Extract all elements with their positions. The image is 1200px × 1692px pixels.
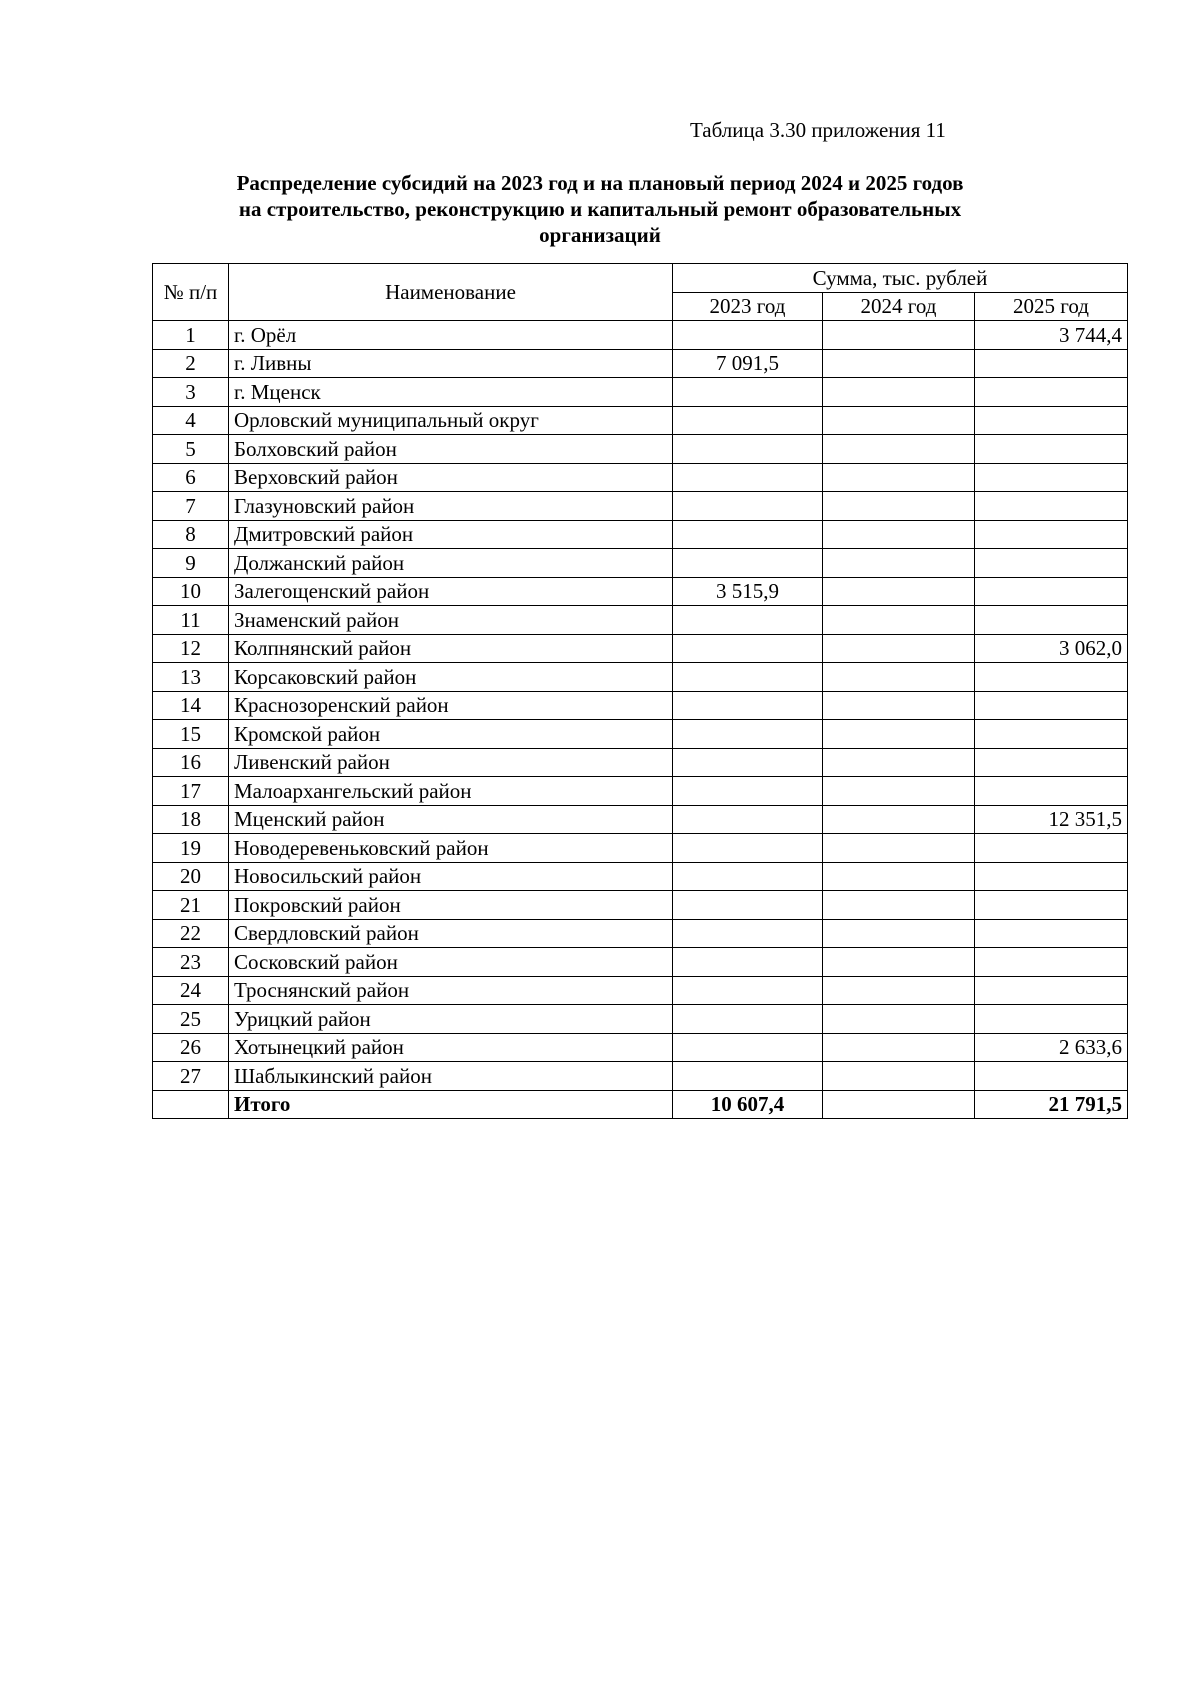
row-value-2024 xyxy=(823,1062,975,1091)
row-value-2023 xyxy=(673,891,823,920)
total-2023: 10 607,4 xyxy=(673,1090,823,1119)
table-row xyxy=(153,834,1128,863)
row-value-2025 xyxy=(975,891,1128,920)
table-row xyxy=(153,976,1128,1005)
row-value-2024 xyxy=(823,406,975,435)
table-row xyxy=(153,492,1128,521)
row-name: Свердловский район xyxy=(229,919,673,948)
table-row xyxy=(153,691,1128,720)
row-value-2025 xyxy=(975,834,1128,863)
row-value-2024 xyxy=(823,948,975,977)
row-value-2024 xyxy=(823,663,975,692)
row-number: 20 xyxy=(153,862,229,891)
row-number: 9 xyxy=(153,549,229,578)
row-value-2023 xyxy=(673,948,823,977)
row-name: Троснянский район xyxy=(229,976,673,1005)
row-value-2025 xyxy=(975,862,1128,891)
table-row xyxy=(153,406,1128,435)
table-row xyxy=(153,1033,1128,1062)
row-number: 10 xyxy=(153,577,229,606)
row-value-2025 xyxy=(975,976,1128,1005)
row-value-2023 xyxy=(673,663,823,692)
table-row xyxy=(153,1005,1128,1034)
row-name: г. Мценск xyxy=(229,378,673,407)
header-year-2024: 2024 год xyxy=(823,292,975,321)
row-name: Урицкий район xyxy=(229,1005,673,1034)
row-value-2025 xyxy=(975,691,1128,720)
row-number: 3 xyxy=(153,378,229,407)
row-name: Глазуновский район xyxy=(229,492,673,521)
row-value-2024 xyxy=(823,634,975,663)
row-number: 22 xyxy=(153,919,229,948)
row-number: 18 xyxy=(153,805,229,834)
row-value-2025 xyxy=(975,349,1128,378)
table-row xyxy=(153,435,1128,464)
row-name: Краснозоренский район xyxy=(229,691,673,720)
row-number: 11 xyxy=(153,606,229,635)
row-number: 2 xyxy=(153,349,229,378)
table-header-row xyxy=(153,264,1128,293)
row-value-2023 xyxy=(673,976,823,1005)
table-row xyxy=(153,349,1128,378)
table-body xyxy=(153,321,1128,1091)
table-row xyxy=(153,948,1128,977)
row-value-2025 xyxy=(975,663,1128,692)
row-value-2025 xyxy=(975,1005,1128,1034)
row-value-2024 xyxy=(823,349,975,378)
row-name: Залегощенский район xyxy=(229,577,673,606)
row-number: 19 xyxy=(153,834,229,863)
row-value-2025: 12 351,5 xyxy=(975,805,1128,834)
table-row xyxy=(153,777,1128,806)
row-number: 14 xyxy=(153,691,229,720)
row-value-2024 xyxy=(823,1033,975,1062)
row-value-2024 xyxy=(823,976,975,1005)
subsidy-table xyxy=(152,263,1128,1119)
row-value-2025: 3 062,0 xyxy=(975,634,1128,663)
header-sum: Сумма, тыс. рублей xyxy=(673,264,1128,293)
row-value-2024 xyxy=(823,378,975,407)
table-row xyxy=(153,463,1128,492)
row-number: 7 xyxy=(153,492,229,521)
row-number: 13 xyxy=(153,663,229,692)
row-value-2024 xyxy=(823,891,975,920)
table-row xyxy=(153,634,1128,663)
title-line: на строительство, реконструкцию и капитальный ремонт образовательных xyxy=(238,197,962,221)
row-value-2023 xyxy=(673,691,823,720)
row-name: Новосильский район xyxy=(229,862,673,891)
row-name: Верховский район xyxy=(229,463,673,492)
row-name: Малоархангельский район xyxy=(229,777,673,806)
table-row xyxy=(153,805,1128,834)
header-name: Наименование xyxy=(229,264,673,321)
title-line: Распределение субсидий на 2023 год и на плановый период 2024 и 2025 годов xyxy=(236,171,964,195)
row-number: 6 xyxy=(153,463,229,492)
table-row xyxy=(153,862,1128,891)
row-value-2024 xyxy=(823,748,975,777)
row-value-2025 xyxy=(975,378,1128,407)
row-value-2023: 7 091,5 xyxy=(673,349,823,378)
row-name: г. Ливны xyxy=(229,349,673,378)
row-value-2025 xyxy=(975,720,1128,749)
row-value-2024 xyxy=(823,463,975,492)
table-row xyxy=(153,549,1128,578)
row-value-2023: 3 515,9 xyxy=(673,577,823,606)
total-2025: 21 791,5 xyxy=(975,1090,1128,1119)
row-value-2023 xyxy=(673,520,823,549)
row-value-2023 xyxy=(673,492,823,521)
row-number: 12 xyxy=(153,634,229,663)
row-value-2024 xyxy=(823,577,975,606)
row-name: Дмитровский район xyxy=(229,520,673,549)
table-row xyxy=(153,520,1128,549)
row-number: 4 xyxy=(153,406,229,435)
row-value-2025 xyxy=(975,492,1128,521)
row-value-2025 xyxy=(975,748,1128,777)
row-value-2023 xyxy=(673,748,823,777)
row-number: 27 xyxy=(153,1062,229,1091)
row-value-2023 xyxy=(673,919,823,948)
row-number: 23 xyxy=(153,948,229,977)
row-name: Новодеревеньковский район xyxy=(229,834,673,863)
row-value-2025: 3 744,4 xyxy=(975,321,1128,350)
table-row xyxy=(153,606,1128,635)
row-value-2025 xyxy=(975,777,1128,806)
row-value-2025 xyxy=(975,549,1128,578)
row-value-2024 xyxy=(823,435,975,464)
row-name: Болховский район xyxy=(229,435,673,464)
row-number: 5 xyxy=(153,435,229,464)
header-year-2025: 2025 год xyxy=(975,292,1128,321)
row-number: 15 xyxy=(153,720,229,749)
header-num: № п/п xyxy=(153,264,229,321)
table-row xyxy=(153,720,1128,749)
row-value-2025 xyxy=(975,919,1128,948)
row-value-2023 xyxy=(673,378,823,407)
row-value-2025 xyxy=(975,606,1128,635)
row-name: Мценский район xyxy=(229,805,673,834)
row-name: Должанский район xyxy=(229,549,673,578)
row-value-2023 xyxy=(673,834,823,863)
row-name: Корсаковский район xyxy=(229,663,673,692)
table-row xyxy=(153,321,1128,350)
row-value-2024 xyxy=(823,321,975,350)
row-value-2025 xyxy=(975,406,1128,435)
table-row xyxy=(153,378,1128,407)
row-name: Шаблыкинский район xyxy=(229,1062,673,1091)
row-name: Сосковский район xyxy=(229,948,673,977)
row-number: 17 xyxy=(153,777,229,806)
row-value-2024 xyxy=(823,720,975,749)
row-value-2023 xyxy=(673,805,823,834)
row-value-2023 xyxy=(673,321,823,350)
header-year-2023: 2023 год xyxy=(673,292,823,321)
row-value-2025: 2 633,6 xyxy=(975,1033,1128,1062)
row-number: 8 xyxy=(153,520,229,549)
row-value-2024 xyxy=(823,549,975,578)
row-value-2024 xyxy=(823,520,975,549)
row-value-2024 xyxy=(823,862,975,891)
total-row xyxy=(153,1090,1128,1119)
row-name: Ливенский район xyxy=(229,748,673,777)
row-value-2023 xyxy=(673,406,823,435)
row-value-2023 xyxy=(673,1033,823,1062)
row-number: 26 xyxy=(153,1033,229,1062)
row-value-2024 xyxy=(823,919,975,948)
table-row xyxy=(153,919,1128,948)
row-value-2023 xyxy=(673,606,823,635)
total-num xyxy=(153,1090,229,1119)
row-number: 25 xyxy=(153,1005,229,1034)
row-value-2024 xyxy=(823,834,975,863)
total-2024 xyxy=(823,1090,975,1119)
title-line: организаций xyxy=(539,223,661,247)
row-value-2025 xyxy=(975,520,1128,549)
row-value-2023 xyxy=(673,634,823,663)
row-value-2025 xyxy=(975,1062,1128,1091)
table-row xyxy=(153,1062,1128,1091)
total-label: Итого xyxy=(229,1090,673,1119)
row-value-2024 xyxy=(823,805,975,834)
row-name: г. Орёл xyxy=(229,321,673,350)
row-name: Знаменский район xyxy=(229,606,673,635)
row-value-2023 xyxy=(673,720,823,749)
row-value-2024 xyxy=(823,1005,975,1034)
table-row xyxy=(153,663,1128,692)
table-reference: Таблица 3.30 приложения 11 xyxy=(690,118,946,142)
row-name: Орловский муниципальный округ xyxy=(229,406,673,435)
row-value-2023 xyxy=(673,1062,823,1091)
row-name: Хотынецкий район xyxy=(229,1033,673,1062)
row-name: Покровский район xyxy=(229,891,673,920)
row-value-2025 xyxy=(975,577,1128,606)
row-number: 1 xyxy=(153,321,229,350)
row-value-2024 xyxy=(823,691,975,720)
row-number: 16 xyxy=(153,748,229,777)
table-row xyxy=(153,748,1128,777)
row-value-2025 xyxy=(975,463,1128,492)
row-value-2025 xyxy=(975,435,1128,464)
row-value-2023 xyxy=(673,435,823,464)
row-number: 21 xyxy=(153,891,229,920)
row-name: Колпнянский район xyxy=(229,634,673,663)
row-value-2023 xyxy=(673,549,823,578)
row-number: 24 xyxy=(153,976,229,1005)
row-name: Кромской район xyxy=(229,720,673,749)
table-row xyxy=(153,891,1128,920)
row-value-2024 xyxy=(823,492,975,521)
row-value-2023 xyxy=(673,1005,823,1034)
row-value-2023 xyxy=(673,463,823,492)
document-title xyxy=(150,170,1050,248)
row-value-2024 xyxy=(823,606,975,635)
table-row xyxy=(153,577,1128,606)
row-value-2025 xyxy=(975,948,1128,977)
row-value-2024 xyxy=(823,777,975,806)
row-value-2023 xyxy=(673,777,823,806)
row-value-2023 xyxy=(673,862,823,891)
